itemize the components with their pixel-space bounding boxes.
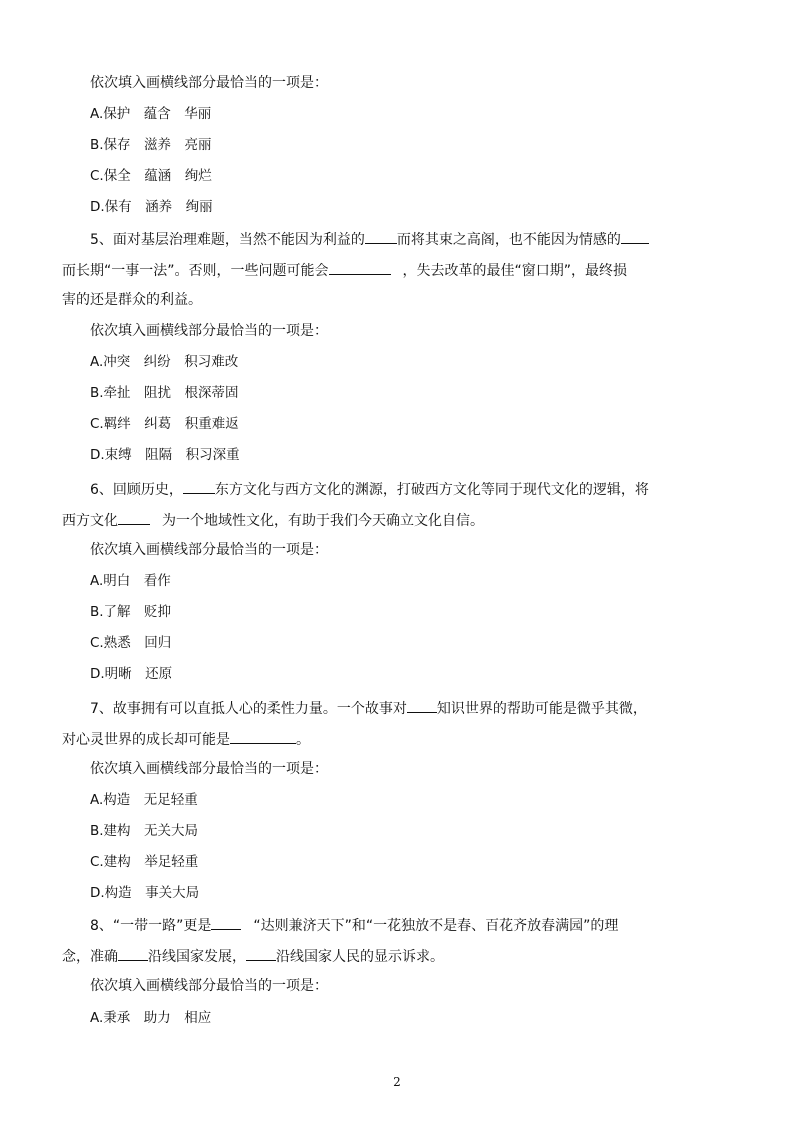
q5-text-line2: 而长期“一事一法”。否则，一些问题可能会 ，失去改革的最佳“窗口期”，最终损 (62, 260, 627, 280)
question-prompt: 依次填入画横线部分最恰当的一项是： (90, 323, 328, 339)
q5-option-a: A.冲突 纠纷 积习难改 (90, 354, 239, 370)
q7-text-line1: 7、故事拥有可以直抵人心的柔性力量。一个故事对 知识世界的帮助可能是微乎其微， (90, 698, 647, 718)
q6-option-d: D.明晰 还原 (90, 666, 173, 682)
question-prompt: 依次填入画横线部分最恰当的一项是： (90, 761, 328, 777)
q6-option-a: A.明白 看作 (90, 573, 171, 589)
q4-option-c: C.保全 蕴涵 绚烂 (90, 168, 212, 184)
question-prompt: 依次填入画横线部分最恰当的一项是： (90, 542, 328, 558)
answer-blank (118, 946, 148, 961)
q5-text-line1: 5、面对基层治理难题，当然不能因为利益的 而将其束之高阁，也不能因为情感的 (90, 229, 649, 249)
q8-text-line2: 念，准确 沿线国家发展， 沿线国家人民的显示诉求。 (62, 946, 444, 966)
question-prompt: 依次填入画横线部分最恰当的一项是： (90, 978, 328, 994)
q6-text-line1: 6、回顾历史， 东方文化与西方文化的渊源，打破西方文化等同于现代文化的逻辑，将 (90, 479, 649, 499)
page-number: 2 (393, 1075, 401, 1089)
q7-option-b: B.建构 无关大局 (90, 823, 199, 839)
q8-option-a: A.秉承 助力 相应 (90, 1010, 212, 1026)
answer-blank (230, 729, 296, 744)
q6-text-line2: 西方文化 为一个地域性文化，有助于我们今天确立文化自信。 (62, 510, 484, 530)
q8-text-line1: 8、“一带一路”更是 “达则兼济天下”和“一花独放不是春、百花齐放春满园”的理 (90, 915, 618, 935)
q5-option-d: D.束缚 阻隔 积习深重 (90, 447, 240, 463)
answer-blank (118, 510, 150, 525)
answer-blank (365, 229, 397, 244)
q7-text-line2: 对心灵世界的成长却可能是 。 (62, 729, 310, 749)
q5-option-c: C.羁绊 纠葛 积重难返 (90, 416, 239, 432)
question-prompt: 依次填入画横线部分最恰当的一项是： (90, 75, 328, 91)
answer-blank (621, 229, 649, 244)
answer-blank (246, 946, 276, 961)
answer-blank (183, 479, 215, 494)
answer-blank (211, 915, 241, 930)
q4-option-a: A.保护 蕴含 华丽 (90, 106, 212, 122)
q4-option-b: B.保存 滋养 亮丽 (90, 137, 212, 153)
q7-option-a: A.构造 无足轻重 (90, 792, 198, 808)
q6-option-b: B.了解 贬抑 (90, 604, 172, 620)
q5-option-b: B.牵扯 阻扰 根深蒂固 (90, 385, 239, 401)
q4-option-d: D.保有 涵养 绚丽 (90, 199, 213, 215)
answer-blank (329, 260, 391, 275)
q7-option-c: C.建构 举足轻重 (90, 854, 199, 870)
q7-option-d: D.构造 事关大局 (90, 885, 200, 901)
answer-blank (407, 698, 437, 713)
q6-option-c: C.熟悉 回归 (90, 635, 172, 651)
q5-text-line3: 害的还是群众的利益。 (62, 292, 202, 308)
